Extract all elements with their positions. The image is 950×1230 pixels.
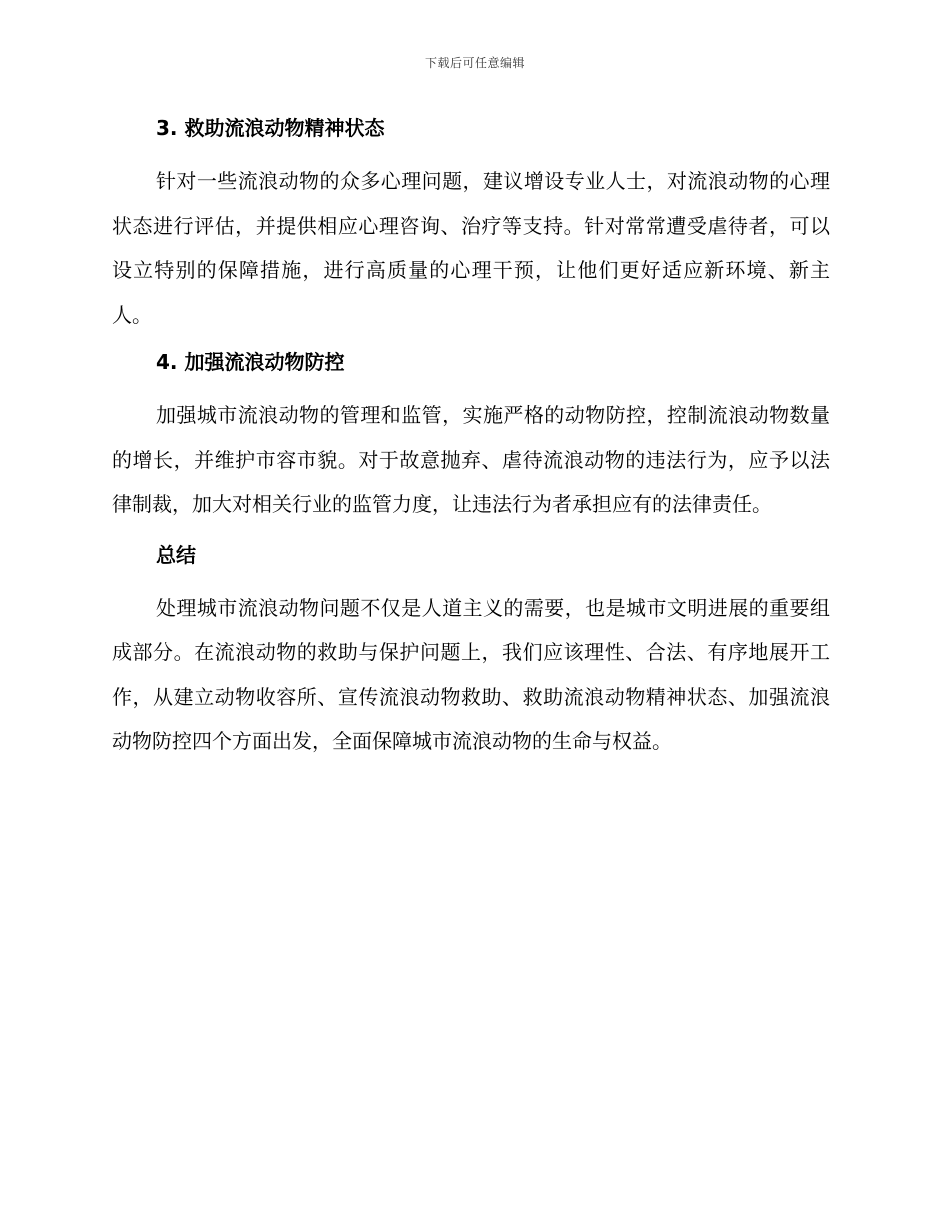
document-body (112, 112, 830, 764)
section-paragraph-rescue-mental-state: 针对一些流浪动物的众多心理问题，建议增设专业人士，对流浪动物的心理状态进行评估，并提供相应心理咨询、治疗等支持。针对常常遭受虐待者，可以设立特别的保障措施，进行高质量的心理干预，让他们更好适应新环境、新主人。 (112, 169, 830, 327)
page-header-note: 下载后可任意编辑 (424, 56, 525, 70)
section-paragraph-summary: 处理城市流浪动物问题不仅是人道主义的需要，也是城市文明进展的重要组成部分。在流浪动物的救助与保护问题上，我们应该理性、合法、有序地展开工作，从建立动物收容所、宣传流浪动物救助、救助流浪动物精神状态、加强流浪动物防控四个方面出发，全面保障城市流浪动物的生命与权益。 (112, 595, 830, 753)
section-heading-prevention-control: 4. 加强流浪动物防控 (156, 350, 345, 374)
section-heading-rescue-mental-state: 3. 救助流浪动物精神状态 (156, 116, 385, 140)
section-heading-summary: 总结 (156, 542, 196, 567)
section-paragraph-prevention-control: 加强城市流浪动物的管理和监管，实施严格的动物防控，控制流浪动物数量的增长，并维护市容市貌。对于故意抛弃、虐待流浪动物的违法行为，应予以法律制裁，加大对相关行业的监管力度，让违法行为者承担应有的法律责任。 (112, 403, 830, 516)
